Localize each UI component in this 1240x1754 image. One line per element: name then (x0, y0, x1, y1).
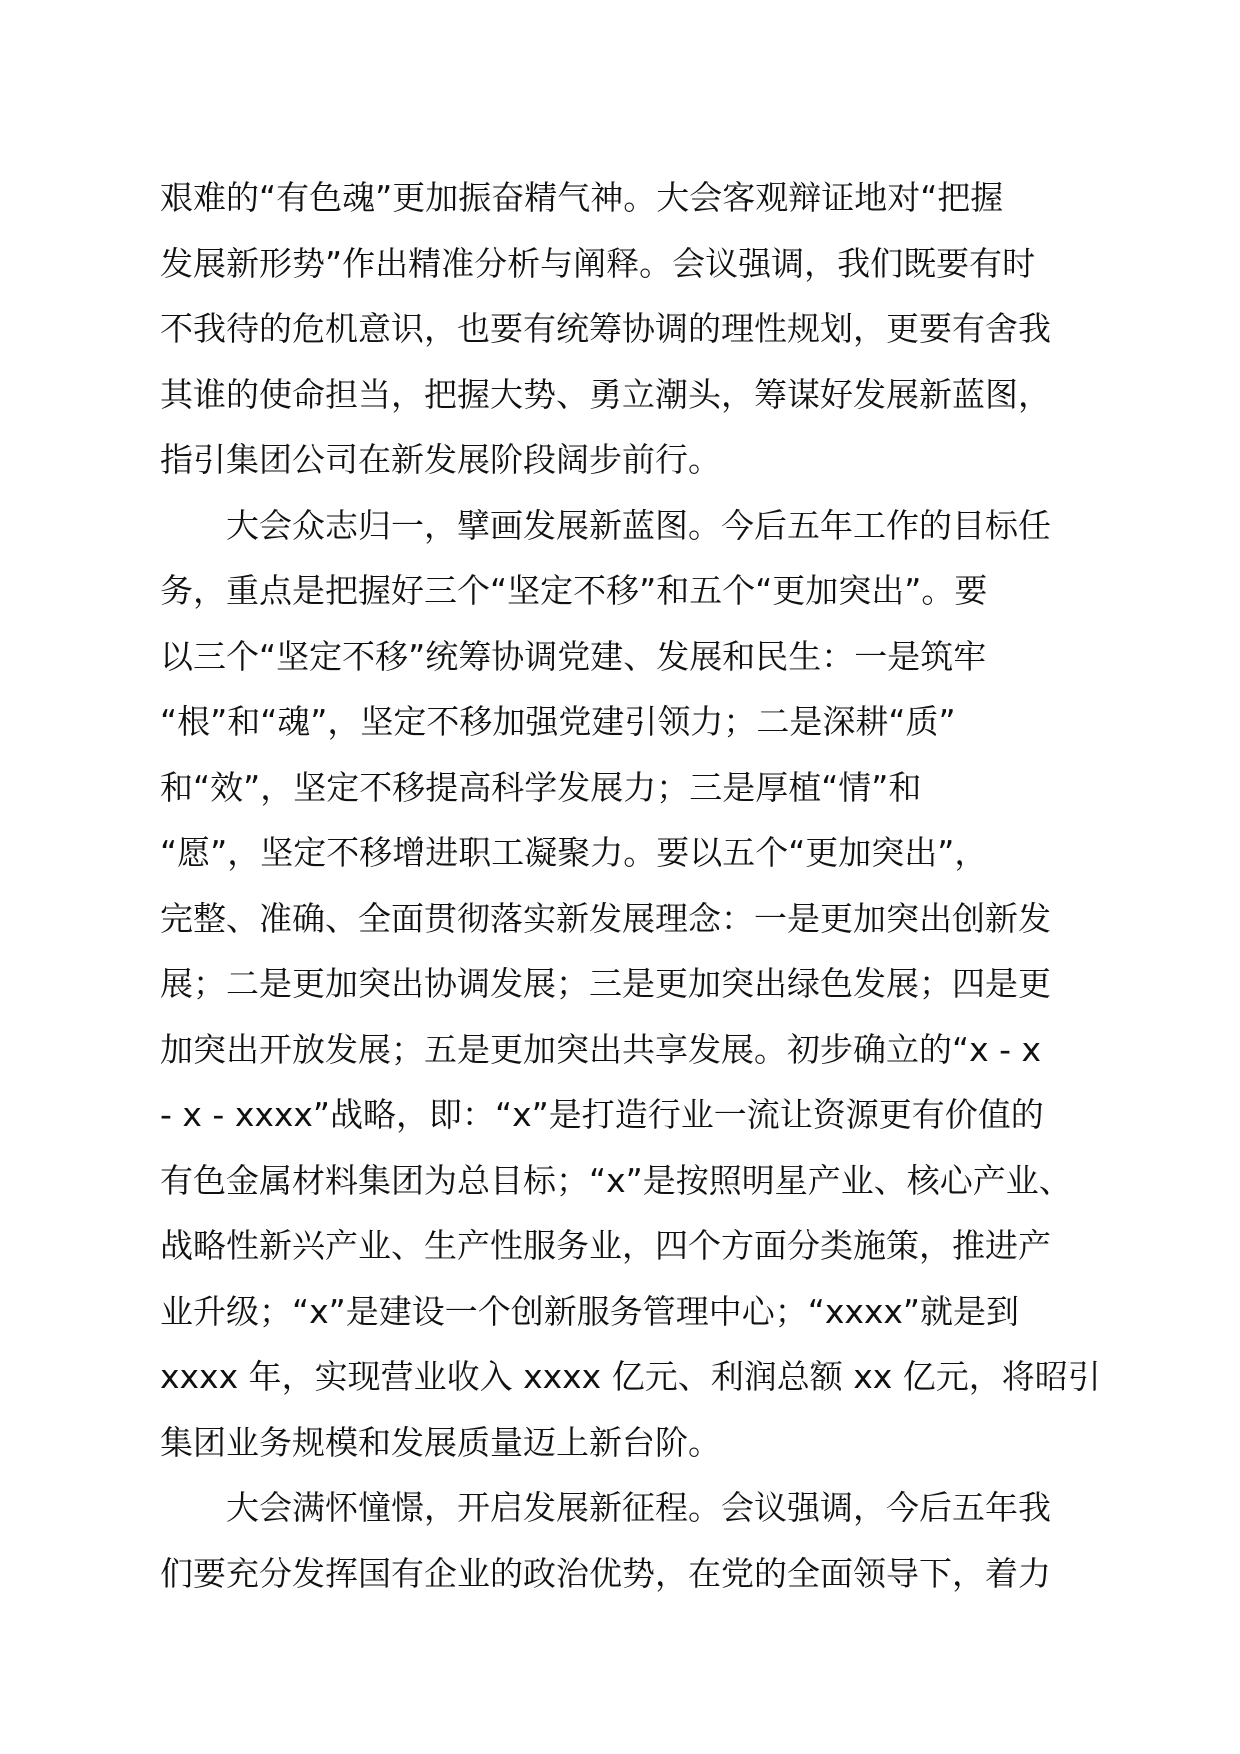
text-line: 其谁的使命担当，把握大势、勇立潮头，筹谋好发展新蓝图， (160, 374, 1051, 414)
text-line: xxxx 年，实现营业收入 xxxx 亿元、利润总额 xx 亿元，将昭引 (160, 1357, 1101, 1396)
text-line: 不我待的危机意识，也要有统筹协调的理性规划，更要有舍我 (160, 309, 1051, 348)
text-line: 业升级；“x”是建设一个创新服务管理中心；“xxxx”就是到 (160, 1291, 1020, 1331)
document-body (160, 165, 1105, 1606)
text-line: “愿”，坚定不移增进职工凝聚力。要以五个“更加突出”， (160, 833, 988, 872)
text-line: 和“效”，坚定不移提高科学发展力；三是厚植“情”和 (160, 767, 922, 807)
text-line: 战略性新兴产业、生产性服务业，四个方面分类施策，推进产 (160, 1226, 1051, 1265)
text-line: 艰难的“有色魂”更加振奋精气神。大会客观辩证地对“把握 (160, 178, 1004, 217)
text-line: 集团业务规模和发展质量迈上新台阶。 (160, 1422, 721, 1462)
text-line: 完整、准确、全面贯彻落实新发展理念：一是更加突出创新发 (160, 898, 1051, 938)
text-line: 们要充分发挥国有企业的政治优势，在党的全面领导下，着力 (160, 1553, 1051, 1593)
text-line: 发展新形势”作出精准分析与阐释。会议强调，我们既要有时 (160, 243, 1036, 283)
text-line: 展；二是更加突出协调发展；三是更加突出绿色发展；四是更 (160, 964, 1051, 1003)
text-line: 以三个“坚定不移”统筹协调党建、发展和民生：一是筑牢 (160, 636, 987, 676)
paragraph-start-line: 大会满怀憧憬，开启发展新征程。会议强调，今后五年我 (226, 1488, 1051, 1527)
paragraph-start-line: 大会众志归一，擘画发展新蓝图。今后五年工作的目标任 (226, 505, 1051, 545)
text-line: 务，重点是把握好三个“坚定不移”和五个“更加突出”。要 (160, 571, 988, 610)
text-line: “根”和“魂”，坚定不移加强党建引领力；二是深耕“质” (160, 702, 956, 741)
text-line: 指引集团公司在新发展阶段阔步前行。 (160, 440, 721, 479)
text-line: 有色金属材料集团为总目标；“x”是按照明星产业、核心产业、 (160, 1160, 1072, 1200)
text-line: - x - xxxx”战略，即：“x”是打造行业一流让资源更有价值的 (160, 1095, 1044, 1134)
text-line: 加突出开放发展；五是更加突出共享发展。初步确立的“x - x (160, 1029, 1042, 1069)
